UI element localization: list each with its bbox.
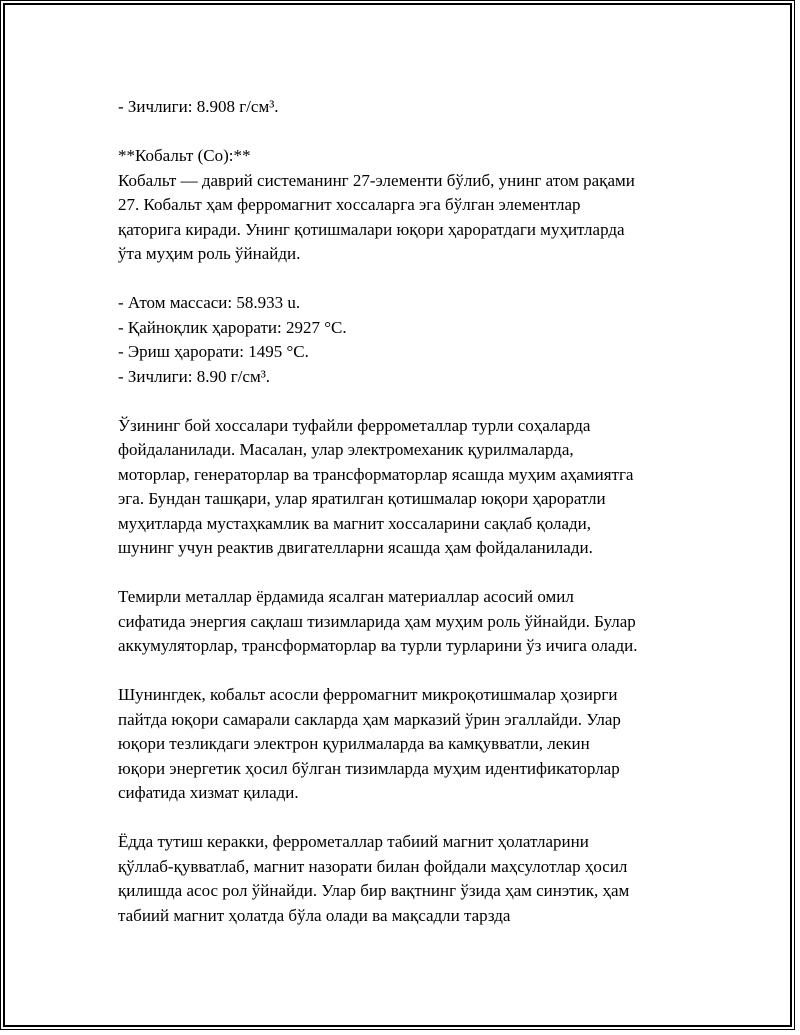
paragraph-line: муҳитларда мустаҳкамлик ва магнит хоссаларини сақлаб қолади,	[118, 513, 592, 533]
cobalt-heading: **Кобальт (Co):**	[118, 146, 251, 165]
paragraph-line: табиий магнит ҳолатда бўла олади ва мақсадли тарзда	[118, 905, 511, 925]
paragraph-line: фойдаланилади. Масалан, улар электромеханик қурилмаларда,	[118, 440, 574, 459]
paragraph-line: Ўзининг бой хоссалари туфайли феррометаллар турли соҳаларда	[118, 415, 591, 435]
document-body	[118, 95, 698, 953]
paragraph-line: Шунингдек, кобальт асосли ферромагнит микроқотишмалар ҳозирги	[118, 685, 618, 704]
paragraph-line: аккумуляторлар, трансформаторлар ва турли турларини ўз ичига олади.	[118, 636, 638, 655]
property-density: - Зичлиги: 8.90 г/см³.	[118, 366, 271, 386]
cobalt-paragraph-line: ўта муҳим роль ўйнайди.	[118, 244, 301, 263]
cobalt-properties-list	[118, 291, 698, 389]
intro-block	[118, 95, 698, 120]
paragraph-line: юқори энергетик ҳосил бўлган тизимларда муҳим идентификаторлар	[118, 758, 620, 778]
paragraph-line: сифатида энергия сақлаш тизимларида ҳам муҳим роль ўйнайди. Булар	[118, 611, 636, 631]
paragraph-line: эга. Бундан ташқари, улар яратилган қотишмалар юқори ҳароратли	[118, 489, 606, 508]
paragraph-cobalt-alloys	[118, 683, 698, 806]
density-line-previous: - Зичлиги: 8.908 г/см³.	[118, 97, 279, 116]
paragraph-line: қўллаб-қувватлаб, магнит назорати билан фойдали маҳсулотлар ҳосил	[118, 856, 628, 876]
paragraph-energy-storage	[118, 585, 698, 659]
paragraph-applications	[118, 414, 698, 561]
paragraph-line: Темирли металлар ёрдамида ясалган материаллар асосий омил	[118, 587, 574, 606]
paragraph-line: юқори тезликдаги электрон қурилмаларда ва камқувватли, лекин	[118, 734, 590, 753]
paragraph-magnetic-states	[118, 830, 698, 928]
property-melting-point: - Эриш ҳарорати: 1495 °C.	[118, 342, 309, 361]
cobalt-paragraph-line: Кобальт — даврий системанинг 27-элементи бўлиб, унинг атом рақами	[118, 170, 635, 190]
paragraph-line: Ёдда тутиш керакки, феррометаллар табиий магнит ҳолатларини	[118, 832, 589, 851]
cobalt-paragraph-line: қаторига киради. Унинг қотишмалари юқори ҳароратдаги муҳитларда	[118, 219, 625, 239]
paragraph-line: пайтда юқори самарали сакларда ҳам марказий ўрин эгаллайди. Улар	[118, 709, 621, 729]
property-atomic-mass: - Атом массаси: 58.933 u.	[118, 293, 301, 312]
paragraph-line: сифатида хизмат қилади.	[118, 783, 299, 802]
paragraph-line: қилишда асос рол ўйнайди. Улар бир вақтнинг ўзида ҳам синэтик, ҳам	[118, 881, 630, 900]
paragraph-line: моторлар, генераторлар ва трансформаторлар ясашда муҳим аҳамиятга	[118, 464, 634, 484]
property-boiling-point: - Қайноқлик ҳарорати: 2927 °C.	[118, 317, 347, 337]
cobalt-section	[118, 144, 698, 267]
cobalt-paragraph-line: 27. Кобальт ҳам ферромагнит хоссаларга эга бўлган элементлар	[118, 195, 581, 214]
paragraph-line: шунинг учун реактив двигателларни ясашда ҳам фойдаланилади.	[118, 538, 593, 557]
